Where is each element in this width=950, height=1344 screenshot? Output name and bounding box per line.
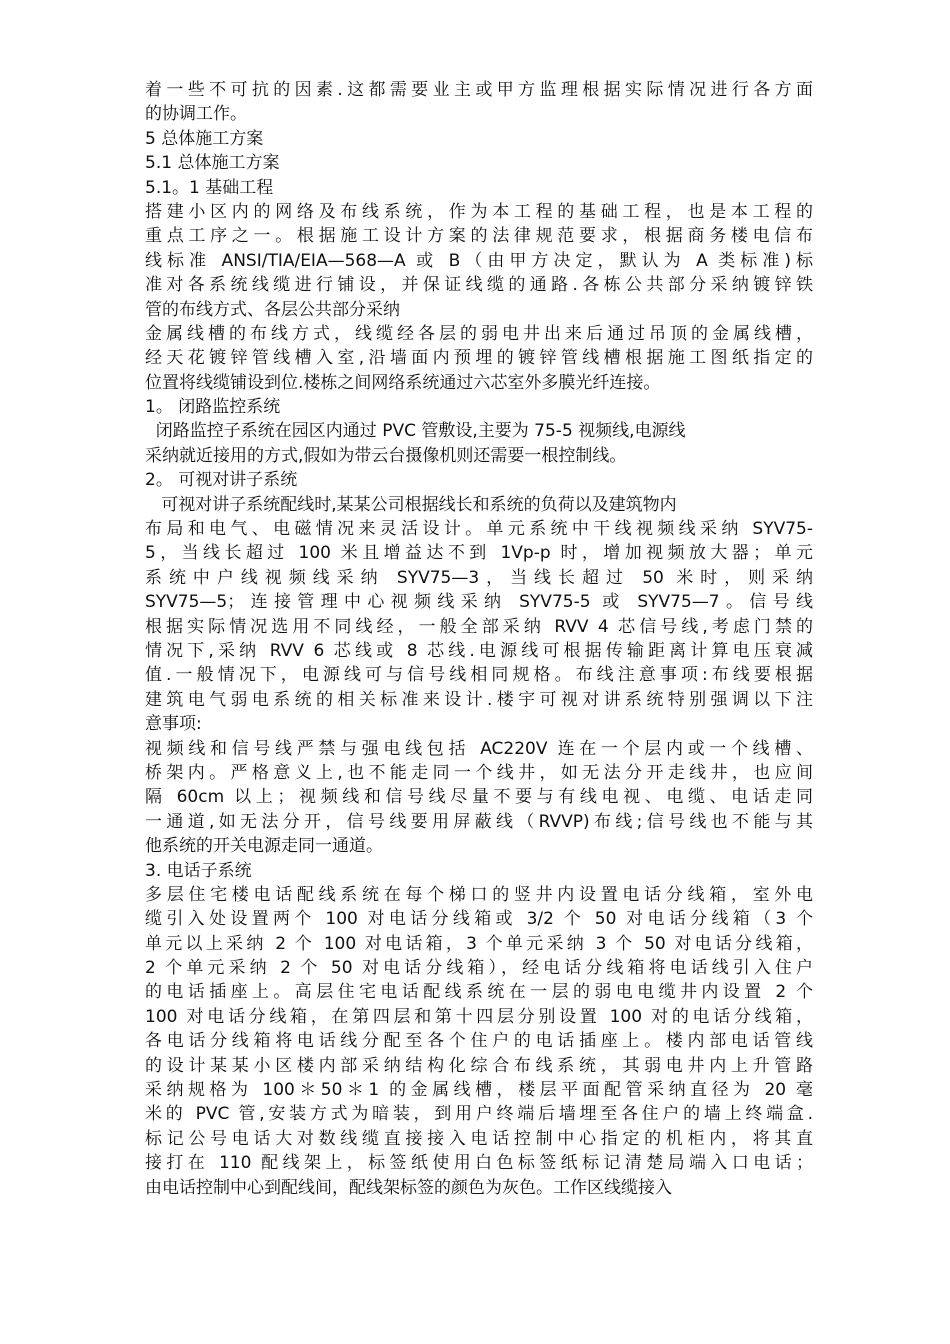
text-line: 他系统的开关电源走同一通道。 (145, 836, 383, 857)
text-line: 建筑电气弱电系统的相关标准来设计.楼宇可视对讲系统特别强调以下注 (145, 689, 813, 710)
section-heading: 1。 闭路监控系统 (145, 397, 281, 418)
section-heading: 5.1 总体施工方案 (145, 153, 280, 174)
text-line: 金属线槽的布线方式，线缆经各层的弱电井出来后通过吊顶的金属线槽， (145, 323, 813, 344)
text-line: 100 对电话分线箱，在第四层和第十四层分别设置 100 对的电话分线箱， (145, 1006, 813, 1027)
text-line: 采纳就近接用的方式,假如为带云台摄像机则还需要一根控制线。 (145, 445, 627, 466)
text-line: 情况下,采纳 RVV 6 芯线或 8 芯线.电源线可根据传输距离计算电压衰减 (145, 640, 813, 661)
text-line: 多层住宅楼电话配线系统在每个梯口的竖井内设置电话分线箱，室外电 (145, 884, 813, 905)
text-line: 由电话控制中心到配线间，配线架标签的颜色为灰色。工作区线缆接入 (145, 1177, 672, 1198)
text-line: 5，当线长超过 100 米且增益达不到 1Vp-p 时，增加视频放大器；单元 (145, 543, 813, 564)
text-line: 位置将线缆铺设到位.楼栋之间网络系统通过六芯室外多膜光纤连接。 (145, 372, 661, 393)
text-line: 意事项: (145, 714, 202, 735)
section-heading: 5 总体施工方案 (145, 128, 264, 149)
text-line: 管的布线方式、各层公共部分采纳 (145, 299, 400, 320)
text-line: 线标准 ANSI/TIA/EIA—568—A 或 B（由甲方决定，默认为 A 类标准)标 (145, 250, 813, 271)
text-line: 布局和电气、电磁情况来灵活设计。单元系统中干线视频线采纳 SYV75- (145, 519, 813, 540)
text-line: 桥架内。严格意义上,也不能走同一个线井，如无法分开走线井，也应间 (145, 762, 813, 783)
text-line: 准对各系统线缆进行铺设，并保证线缆的通路.各栋公共部分采纳镀锌铁 (145, 275, 813, 296)
text-line: 根据实际情况选用不同线经，一般全部采纳 RVV 4 芯信号线,考虑门禁的 (145, 616, 813, 637)
text-line: 缆引入处设置两个 100 对电话分线箱或 3/2 个 50 对电话分线箱（3 个 (145, 909, 813, 930)
text-line: 接打在 110 配线架上，标签纸使用白色标签纸标记清楚局端入口电话； (145, 1153, 813, 1174)
text-line: 系统中户线视频线采纳 SYV75—3，当线长超过 50 米时，则采纳 (145, 567, 813, 588)
section-heading: 3. 电话子系统 (145, 860, 252, 881)
text-line: 标记公号电话大对数线缆直接接入电话控制中心指定的机柜内，将其直 (145, 1128, 813, 1149)
text-line: 可视对讲子系统配线时,某某公司根据线长和系统的负荷以及建筑物内 (145, 494, 677, 515)
text-line: 一通道,如无法分开，信号线要用屏蔽线（RVVP)布线;信号线也不能与其 (145, 811, 813, 832)
text-line: 值.一般情况下，电源线可与信号线相同规格。布线注意事项:布线要根据 (145, 665, 813, 686)
text-line: 隔 60cm 以上；视频线和信号线尽量不要与有线电视、电缆、电话走同 (145, 787, 813, 808)
text-line: 的协调工作。 (145, 104, 247, 125)
section-heading: 2。 可视对讲子系统 (145, 470, 298, 491)
text-line: 单元以上采纳 2 个 100 对电话箱，3 个单元采纳 3 个 50 对电话分线箱， (145, 933, 813, 954)
text-line: 重点工序之一。根据施工设计方案的法律规范要求，根据商务楼电信布 (145, 226, 813, 247)
text-line: 闭路监控子系统在园区内通过 PVC 管敷设,主要为 75-5 视频线,电源线 (145, 421, 686, 442)
text-line: 的设计某某小区楼内部采纳结构化综合布线系统，其弱电井内上升管路 (145, 1055, 813, 1076)
text-line: 视频线和信号线严禁与强电线包括 AC220V 连在一个层内或一个线槽、 (145, 738, 813, 759)
text-line: 米的 PVC 管,安装方式为暗装，到用户终端后墙埋至各住户的墙上终端盒. (145, 1104, 813, 1125)
text-line: 经天花镀锌管线槽入室,沿墙面内预埋的镀锌管线槽根据施工图纸指定的 (145, 348, 813, 369)
text-line: 的电话插座上。高层住宅电话配线系统在一层的弱电电缆井内设置 2 个 (145, 982, 813, 1003)
text-line: 2 个单元采纳 2 个 50 对电话分线箱），经电话分线箱将电话线引入住户 (145, 958, 813, 979)
text-line: 着一些不可抗的因素.这都需要业主或甲方监理根据实际情况进行各方面 (145, 80, 813, 100)
text-line: SYV75—5；连接管理中心视频线采纳 SYV75-5 或 SYV75—7。信号线 (145, 592, 813, 613)
document-body (145, 78, 813, 1200)
text-line: 采纳规格为 100＊50＊1 的金属线槽，楼层平面配管采纳直径为 20 毫 (145, 1080, 813, 1101)
section-heading: 5.1。1 基础工程 (145, 177, 274, 198)
text-line: 各电话分线箱将电话线分配至各个住户的电话插座上。楼内部电话管线 (145, 1031, 813, 1052)
text-line: 搭建小区内的网络及布线系统，作为本工程的基础工程，也是本工程的 (145, 201, 813, 222)
